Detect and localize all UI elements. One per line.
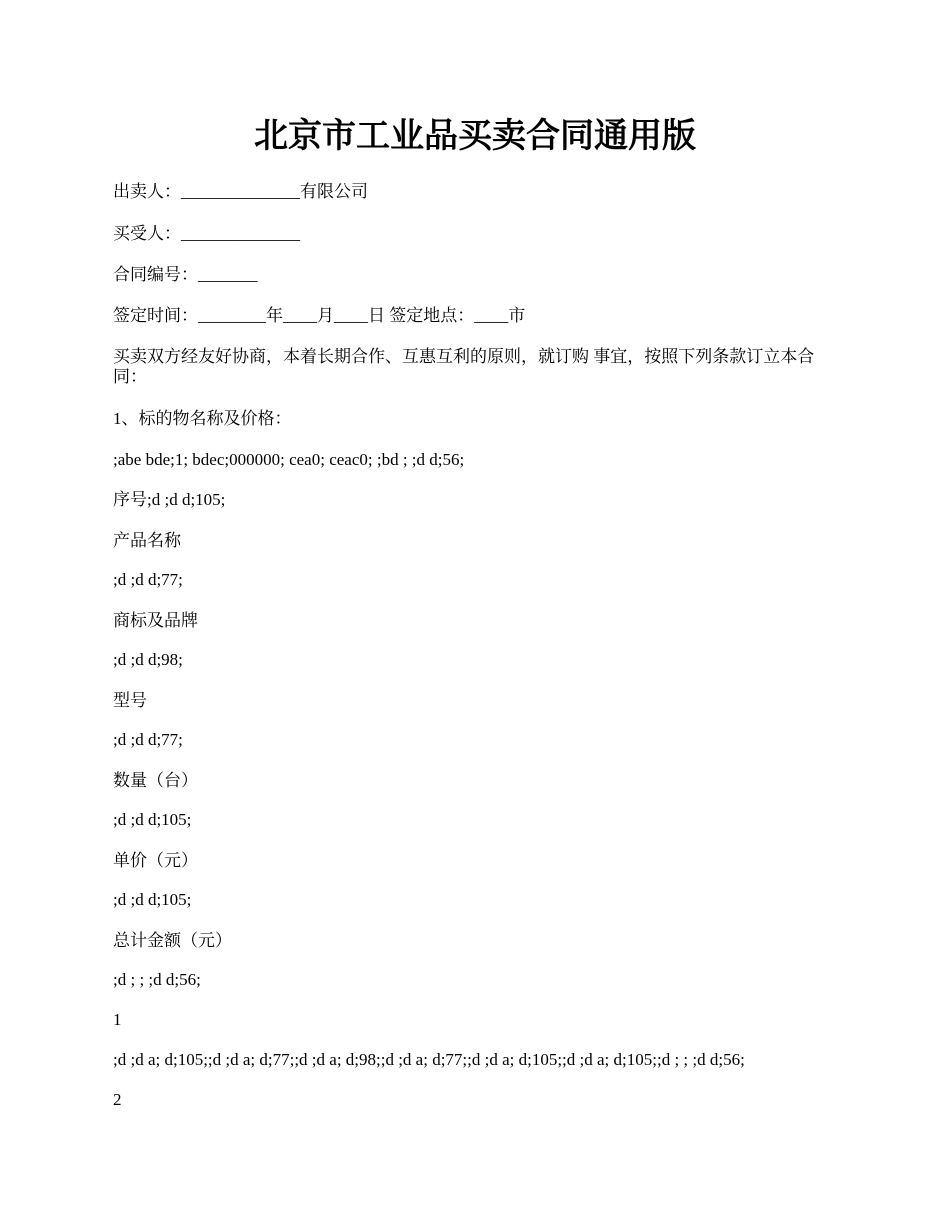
table-header-product-name: 产品名称 bbox=[113, 531, 181, 550]
table-header-brand: 商标及品牌 bbox=[113, 611, 198, 630]
table-header-serial: 序号;d ;d d;105; bbox=[113, 490, 226, 509]
table-markup-line: ;d ;d d;98; bbox=[113, 650, 183, 669]
table-markup-line: ;abe bde;1; bdec;000000; cea0; ceac0; ;bd ; ;d d;56; bbox=[113, 450, 465, 469]
table-header-unit-price: 单价（元） bbox=[113, 851, 198, 870]
table-markup-line: ;d ;d d;105; bbox=[113, 810, 192, 829]
document-title: 北京市工业品买卖合同通用版 bbox=[254, 116, 696, 156]
buyer-line: 买受人：______________ bbox=[113, 224, 300, 243]
table-header-quantity: 数量（台） bbox=[113, 771, 198, 790]
table-markup-line: ;d ;d d;77; bbox=[113, 570, 183, 589]
table-markup-line: ;d ; ; ;d d;56; bbox=[113, 970, 201, 989]
contract-number-line: 合同编号：_______ bbox=[113, 265, 258, 284]
table-markup-line: ;d ;d a; d;105;;d ;d a; d;77;;d ;d a; d;98;;d ;d a; d;77;;d ;d a; d;105;;d ;d a; d;105;;d ; ; ;d d;56; bbox=[113, 1050, 745, 1069]
signing-info-line: 签定时间：________年____月____日 签定地点：____市 bbox=[113, 306, 526, 325]
table-header-total: 总计金额（元） bbox=[113, 931, 232, 950]
table-markup-line: ;d ;d d;105; bbox=[113, 890, 192, 909]
seller-line: 出卖人：______________有限公司 bbox=[113, 182, 368, 201]
table-row-number: 1 bbox=[113, 1010, 122, 1029]
section-1-heading: 1、标的物名称及价格： bbox=[113, 409, 292, 428]
preamble-paragraph: 买卖双方经友好协商，本着长期合作、互惠互利的原则，就订购 事宜，按照下列条款订立本合同： bbox=[113, 347, 815, 386]
table-row-number: 2 bbox=[113, 1090, 122, 1109]
table-markup-line: ;d ;d d;77; bbox=[113, 730, 183, 749]
table-header-model: 型号 bbox=[113, 691, 147, 710]
